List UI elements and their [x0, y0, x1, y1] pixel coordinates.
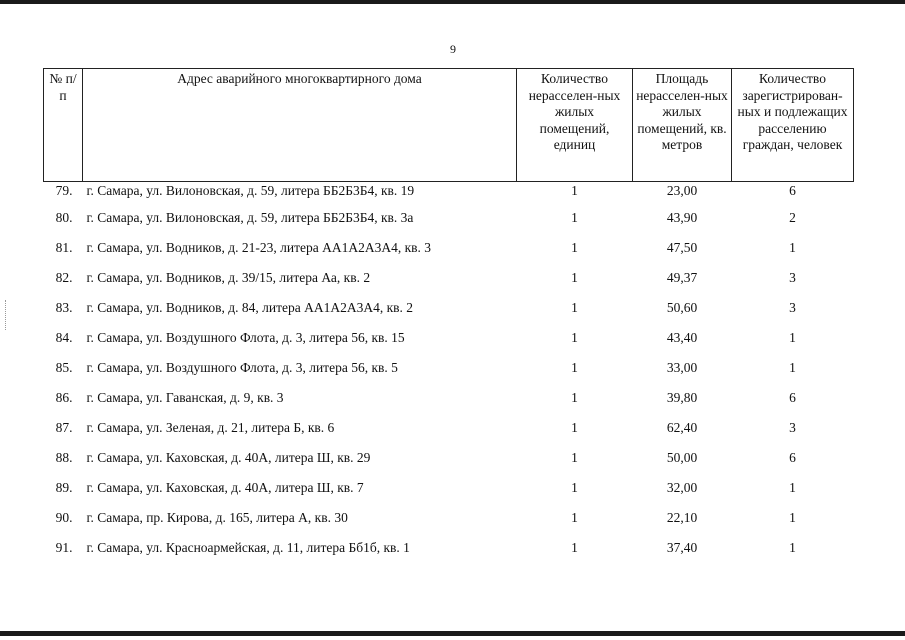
- row-area: 49,37: [666, 270, 698, 285]
- row-address: г. Самара, ул. Зеленая, д. 21, литера Б, кв. 6: [86, 420, 335, 435]
- row-units-count: 1: [571, 480, 578, 495]
- row-area: 43,40: [666, 330, 698, 345]
- row-area: 47,50: [666, 240, 698, 255]
- table-row: [44, 533, 854, 563]
- row-area: 39,80: [666, 390, 698, 405]
- header-address: Адрес аварийного многоквартирного дома: [83, 69, 517, 182]
- row-number: 84.: [55, 330, 73, 345]
- row-area: 32,00: [666, 480, 698, 495]
- row-residents-count: 3: [789, 420, 796, 435]
- row-number: 81.: [55, 240, 73, 255]
- table-row: [44, 473, 854, 503]
- row-area: 33,00: [666, 360, 698, 375]
- row-number: 82.: [55, 270, 73, 285]
- row-number: 90.: [55, 510, 73, 525]
- row-area: 62,40: [666, 420, 698, 435]
- row-address: г. Самара, ул. Вилоновская, д. 59, литера ББ2Б3Б4, кв. 19: [86, 183, 415, 198]
- table-row: [44, 203, 854, 233]
- header-number: № п/п: [44, 69, 83, 182]
- row-address: г. Самара, ул. Каховская, д. 40А, литера Ш, кв. 29: [86, 450, 371, 465]
- row-residents-count: 1: [789, 330, 796, 345]
- row-address: г. Самара, ул. Воздушного Флота, д. 3, литера 56, кв. 5: [86, 360, 398, 375]
- table-body: [44, 182, 854, 564]
- row-number: 86.: [55, 390, 73, 405]
- housing-table: [43, 68, 854, 563]
- row-residents-count: 1: [789, 480, 796, 495]
- table-row: [44, 503, 854, 533]
- page-number: 9: [450, 42, 456, 56]
- row-number: 83.: [55, 300, 73, 315]
- table-row: [44, 263, 854, 293]
- row-area: 43,90: [666, 210, 698, 225]
- table-row: [44, 182, 854, 204]
- bottom-border-line: [0, 631, 905, 636]
- table-row: [44, 353, 854, 383]
- row-number: 87.: [55, 420, 73, 435]
- row-number: 91.: [55, 540, 73, 555]
- row-residents-count: 1: [789, 360, 796, 375]
- row-address: г. Самара, ул. Водников, д. 84, литера АА1А2А3А4, кв. 2: [86, 300, 414, 315]
- row-residents-count: 3: [789, 300, 796, 315]
- table-row: [44, 233, 854, 263]
- row-number: 85.: [55, 360, 73, 375]
- row-number: 79.: [55, 183, 73, 198]
- row-units-count: 1: [571, 360, 578, 375]
- table-row: [44, 383, 854, 413]
- row-address: г. Самара, ул. Красноармейская, д. 11, литера Бб1б, кв. 1: [86, 540, 410, 555]
- row-units-count: 1: [571, 450, 578, 465]
- row-number: 89.: [55, 480, 73, 495]
- row-address: г. Самара, ул. Вилоновская, д. 59, литера ББ2Б3Б4, кв. 3а: [86, 210, 414, 225]
- row-residents-count: 1: [789, 240, 796, 255]
- row-residents-count: 6: [789, 450, 796, 465]
- row-address: г. Самара, ул. Водников, д. 21-23, литера АА1А2А3А4, кв. 3: [86, 240, 432, 255]
- table-header-row: [44, 69, 854, 182]
- row-address: г. Самара, ул. Гаванская, д. 9, кв. 3: [86, 390, 284, 405]
- table-row: [44, 413, 854, 443]
- row-residents-count: 2: [789, 210, 796, 225]
- row-units-count: 1: [571, 270, 578, 285]
- row-area: 37,40: [666, 540, 698, 555]
- row-address: г. Самара, пр. Кирова, д. 165, литера А, кв. 30: [86, 510, 348, 525]
- table-row: [44, 323, 854, 353]
- row-address: г. Самара, ул. Воздушного Флота, д. 3, литера 56, кв. 15: [86, 330, 405, 345]
- table-row: [44, 443, 854, 473]
- row-residents-count: 6: [789, 183, 796, 198]
- table-row: [44, 293, 854, 323]
- row-area: 50,00: [666, 450, 698, 465]
- row-residents-count: 1: [789, 510, 796, 525]
- row-units-count: 1: [571, 420, 578, 435]
- row-residents-count: 6: [789, 390, 796, 405]
- margin-mark: [5, 300, 7, 330]
- row-units-count: 1: [571, 240, 578, 255]
- row-area: 22,10: [666, 510, 698, 525]
- row-area: 23,00: [666, 183, 698, 198]
- row-units-count: 1: [571, 510, 578, 525]
- row-units-count: 1: [571, 330, 578, 345]
- row-number: 88.: [55, 450, 73, 465]
- row-residents-count: 1: [789, 540, 796, 555]
- header-units-count: Количество нерасселен-ных жилых помещений, единиц: [517, 69, 633, 182]
- row-address: г. Самара, ул. Водников, д. 39/15, литера Аа, кв. 2: [86, 270, 371, 285]
- row-address: г. Самара, ул. Каховская, д. 40А, литера Ш, кв. 7: [86, 480, 364, 495]
- row-units-count: 1: [571, 183, 578, 198]
- row-residents-count: 3: [789, 270, 796, 285]
- row-units-count: 1: [571, 390, 578, 405]
- row-area: 50,60: [666, 300, 698, 315]
- top-border-line: [0, 0, 905, 4]
- row-units-count: 1: [571, 210, 578, 225]
- header-area: Площадь нерасселен-ных жилых помещений, кв. метров: [633, 69, 732, 182]
- row-number: 80.: [55, 210, 73, 225]
- row-units-count: 1: [571, 540, 578, 555]
- header-residents-count: Количество зарегистрирован-ных и подлежащих расселению граждан, человек: [732, 69, 854, 182]
- row-units-count: 1: [571, 300, 578, 315]
